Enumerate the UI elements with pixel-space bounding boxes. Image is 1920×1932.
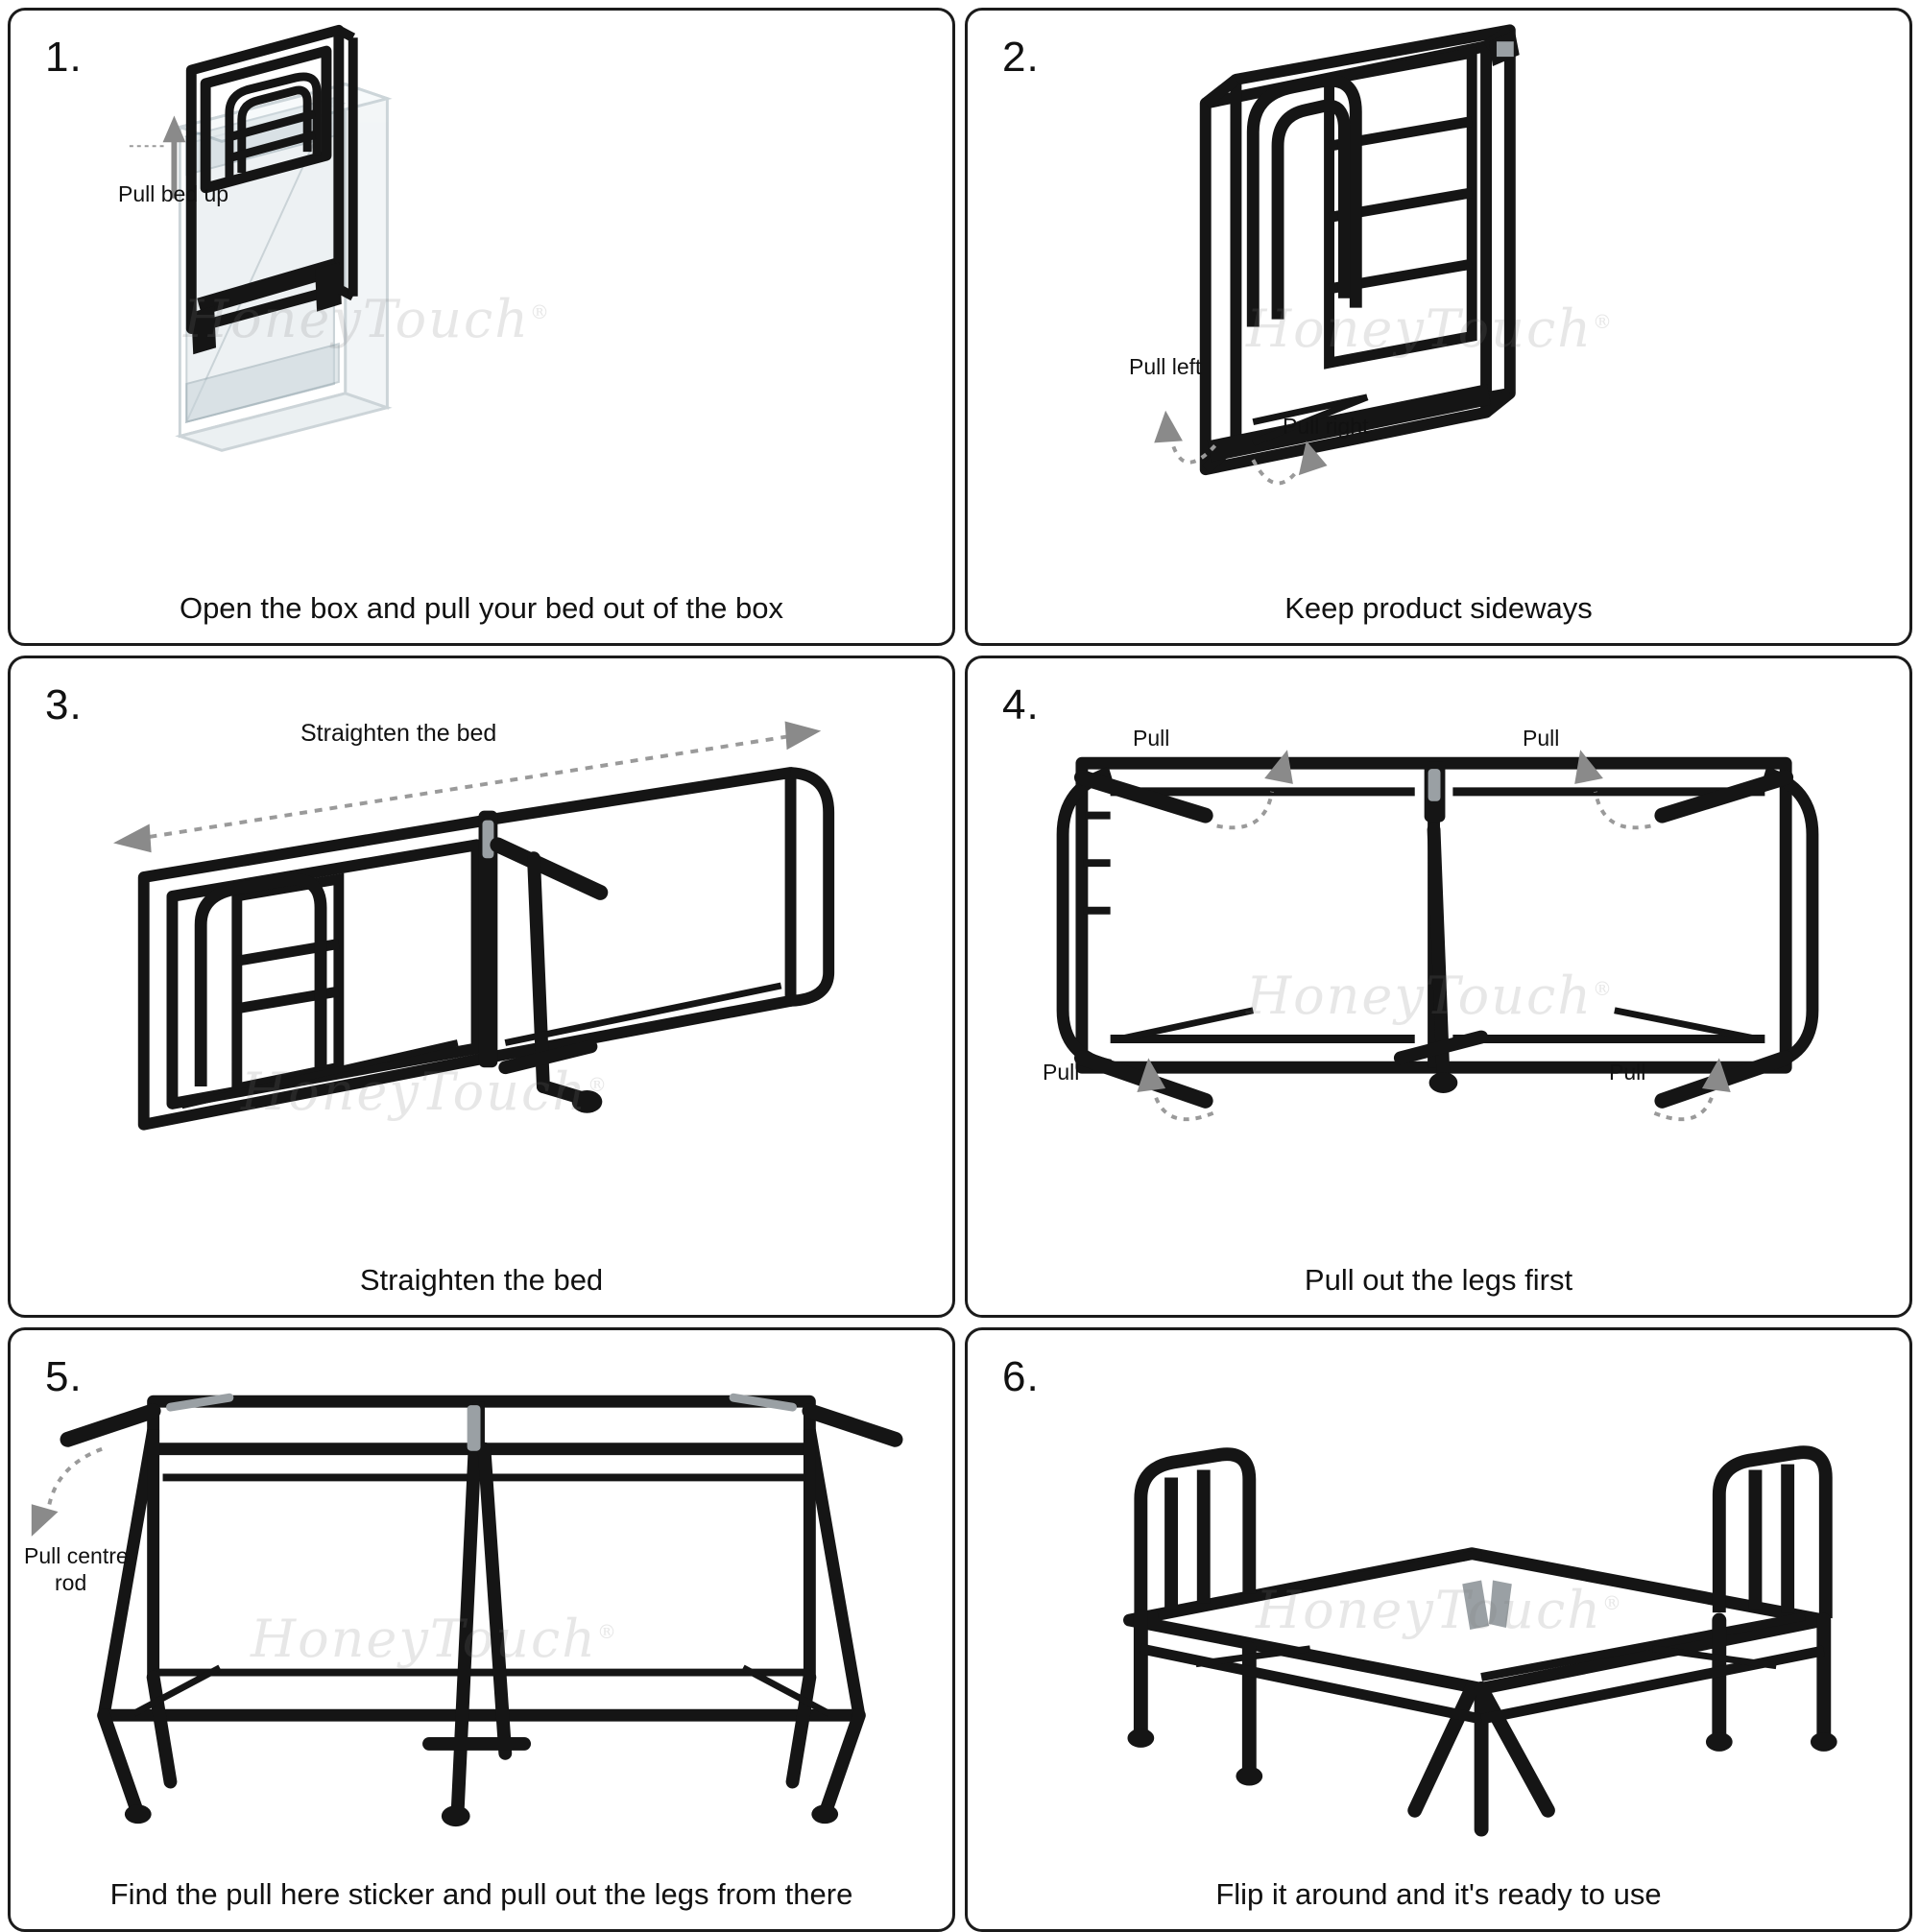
step-caption-3: Straighten the bed (359, 1263, 604, 1297)
watermark-2: HoneyTouch® (1246, 298, 1614, 359)
step-number-1: 1. (45, 34, 83, 81)
step-number-3: 3. (45, 681, 83, 728)
step-illustration-1 (11, 11, 952, 643)
step-illustration-2 (968, 11, 1909, 643)
label-pull-bed-up: Pull bed up (118, 181, 229, 206)
label-pull-top-left: Pull (1133, 726, 1170, 751)
step-panel-4 (965, 656, 1912, 1318)
step-caption-6: Flip it around and it's ready to use (1215, 1877, 1662, 1911)
watermark-3: HoneyTouch® (241, 1061, 609, 1122)
step-illustration-3 (11, 658, 952, 1315)
step-panel-1 (8, 8, 955, 646)
step-number-4: 4. (1002, 681, 1040, 728)
step-illustration-4 (968, 658, 1909, 1315)
step-panel-5 (8, 1327, 955, 1932)
watermark-1: ® (529, 300, 551, 323)
step-caption-2: Keep product sideways (1284, 591, 1593, 625)
step-illustration-6 (968, 1330, 1909, 1929)
watermark-5: HoneyTouch® (251, 1609, 618, 1669)
step-number-2: 2. (1002, 34, 1040, 81)
watermark-4: HoneyTouch® (1246, 966, 1614, 1026)
step-panel-6 (965, 1327, 1912, 1932)
watermark-6: HoneyTouch® (1256, 1580, 1623, 1640)
step-caption-4: Pull out the legs first (1304, 1263, 1573, 1297)
step-panel-2 (965, 8, 1912, 646)
label-pull-top-right: Pull (1523, 726, 1560, 751)
step-number-5: 5. (45, 1353, 83, 1400)
step-illustration-5 (11, 1330, 952, 1929)
label-pull-left: Pull left (1129, 354, 1202, 379)
label-pull-bottom-right: Pull (1609, 1060, 1646, 1085)
step-panel-3 (8, 656, 955, 1318)
label-pull-centre: Pull centre (24, 1543, 129, 1568)
step-caption-1: Open the box and pull your bed out of the box (179, 591, 784, 625)
label-straighten-the-bed: Straighten the bed (300, 720, 497, 747)
label-pull-right: Pull right (1283, 414, 1369, 439)
label-rod: rod (55, 1570, 87, 1595)
step-number-6: 6. (1002, 1353, 1040, 1400)
label-pull-bottom-left: Pull (1043, 1060, 1080, 1085)
step-caption-5: Find the pull here sticker and pull out the legs from there (109, 1877, 853, 1911)
